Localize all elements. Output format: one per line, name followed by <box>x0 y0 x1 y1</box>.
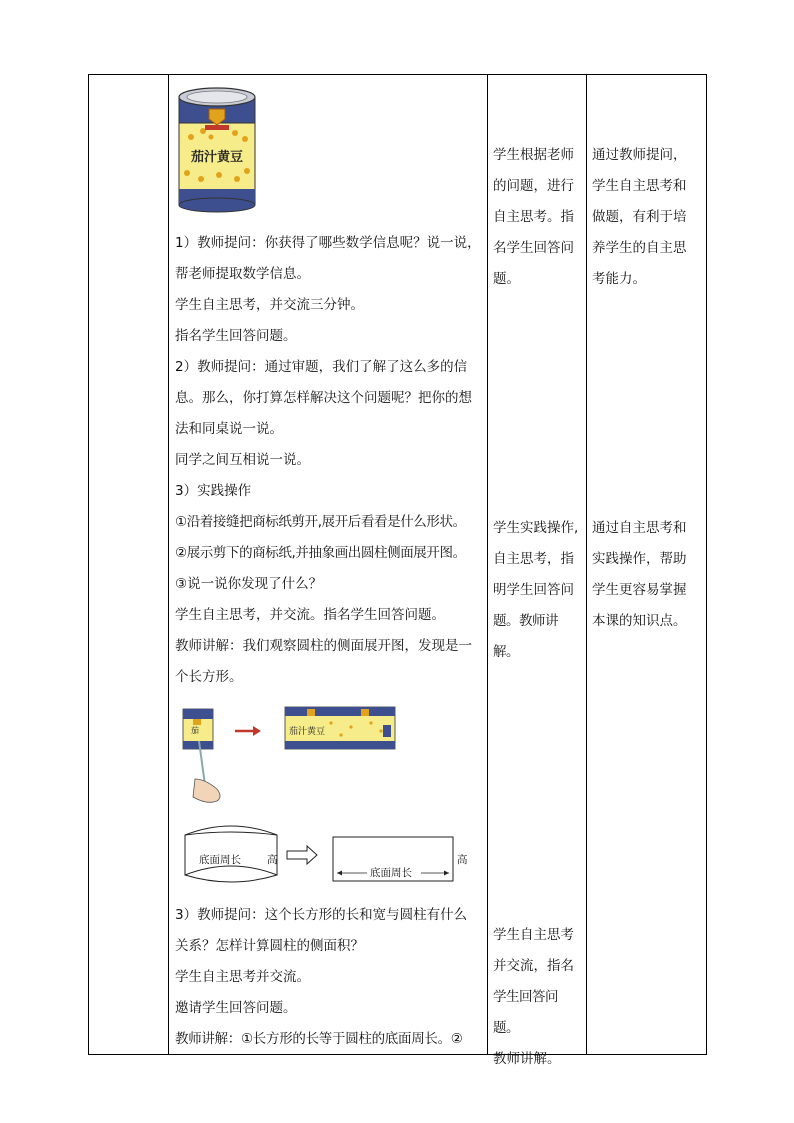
lesson-table <box>88 74 707 1067</box>
intent-line: 养学生的自主思 <box>592 240 687 256</box>
activity-line: 题。 <box>493 271 520 287</box>
process-line: 帮老师提取数学信息。 <box>175 266 310 282</box>
process-line: 1）教师提问：你获得了哪些数学信息呢？说一说， <box>175 235 481 251</box>
process-line: 教师讲解：①长方形的长等于圆柱的底面周长。② <box>175 1031 463 1047</box>
small-can-label: 茄 <box>191 726 199 735</box>
process-line: 学生自主思考，并交流三分钟。 <box>175 297 364 313</box>
cut-label-illustration <box>181 701 407 807</box>
double-arrow-icon <box>287 846 317 864</box>
intent-line: 通过教师提问， <box>592 147 687 163</box>
hand-icon <box>193 779 220 802</box>
design-intent-cell <box>586 75 707 1054</box>
teaching-process-cell <box>169 75 487 1054</box>
stage-cell <box>89 75 168 1054</box>
process-line: 同学之间互相说一说。 <box>175 452 310 468</box>
activity-line: 自主思考，指 <box>493 551 574 567</box>
tomato-beans-can-image <box>175 81 259 215</box>
process-text-block-2 <box>175 900 483 1055</box>
intent-line: 考能力。 <box>592 271 646 287</box>
intent-line: 学生更容易掌握 <box>592 582 687 598</box>
activity-line: 学生实践操作, <box>493 520 579 536</box>
can-label: 茄汁黄豆 <box>190 150 244 165</box>
process-line: 3）实践操作 <box>175 483 252 499</box>
rectangle-height-label: 高 <box>457 854 468 866</box>
student-activity-cell <box>487 75 586 1067</box>
intent-block-1 <box>592 140 703 295</box>
process-line: 个长方形。 <box>175 669 243 685</box>
activity-line: 教师讲解。 <box>493 1051 561 1067</box>
intent-line: 通过自主思考和 <box>592 520 687 536</box>
activity-line: 学生自主思考 <box>493 927 574 943</box>
activity-block-3 <box>493 920 582 1075</box>
activity-block-1 <box>493 140 582 295</box>
process-line: 学生自主思考并交流。 <box>175 969 310 985</box>
intent-line: 本课的知识点。 <box>592 613 687 629</box>
process-line: 关系？怎样计算圆柱的侧面积？ <box>175 938 364 954</box>
process-line: 2）教师提问：通过审题，我们了解了这么多的信 <box>175 359 468 375</box>
activity-line: 学生根据老师 <box>493 147 574 163</box>
process-line: 息。那么，你打算怎样解决这个问题呢？把你的想 <box>175 390 472 406</box>
process-line: 学生自主思考，并交流。指名学生回答问题。 <box>175 607 445 623</box>
activity-line: 题。教师讲解。 <box>493 613 558 660</box>
activity-line: 学生回答问题。 <box>493 989 558 1036</box>
process-text-block-1 <box>175 228 483 693</box>
process-line: ①沿着接缝把商标纸剪开,展开后看看是什么形状。 <box>175 514 466 530</box>
process-line: 邀请学生回答问题。 <box>175 1000 297 1016</box>
process-line: ②展示剪下的商标纸,并抽象画出圆柱侧面展开图。 <box>175 545 466 561</box>
unrolled-label: 茄汁黄豆 <box>289 727 326 737</box>
intent-line: 学生自主思考和 <box>592 178 687 194</box>
lateral-surface-diagram <box>181 823 471 895</box>
process-line: 教师讲解：我们观察圆柱的侧面展开图，发现是一 <box>175 638 472 654</box>
activity-line: 并交流，指名 <box>493 958 574 974</box>
activity-line: 名学生回答问 <box>493 240 574 256</box>
cylinder-height-label: 高 <box>267 854 278 866</box>
activity-line: 的问题，进行 <box>493 178 574 194</box>
process-line: 3）教师提问：这个长方形的长和宽与圆柱有什么 <box>175 907 468 923</box>
intent-line: 实践操作，帮助 <box>592 551 687 567</box>
intent-block-2 <box>592 513 703 637</box>
intent-line: 做题，有利于培 <box>592 209 687 225</box>
cylinder-base-label: 底面周长 <box>199 854 241 866</box>
arrow-right-icon <box>235 726 261 736</box>
activity-line: 自主思考。指 <box>493 209 574 225</box>
activity-line: 明学生回答问 <box>493 582 574 598</box>
rectangle-base-label: 底面周长 <box>370 867 412 879</box>
activity-block-2 <box>493 513 582 668</box>
process-line: 法和同桌说一说。 <box>175 421 283 437</box>
process-line: ③说一说你发现了什么？ <box>175 576 323 592</box>
process-line: 指名学生回答问题。 <box>175 328 297 344</box>
